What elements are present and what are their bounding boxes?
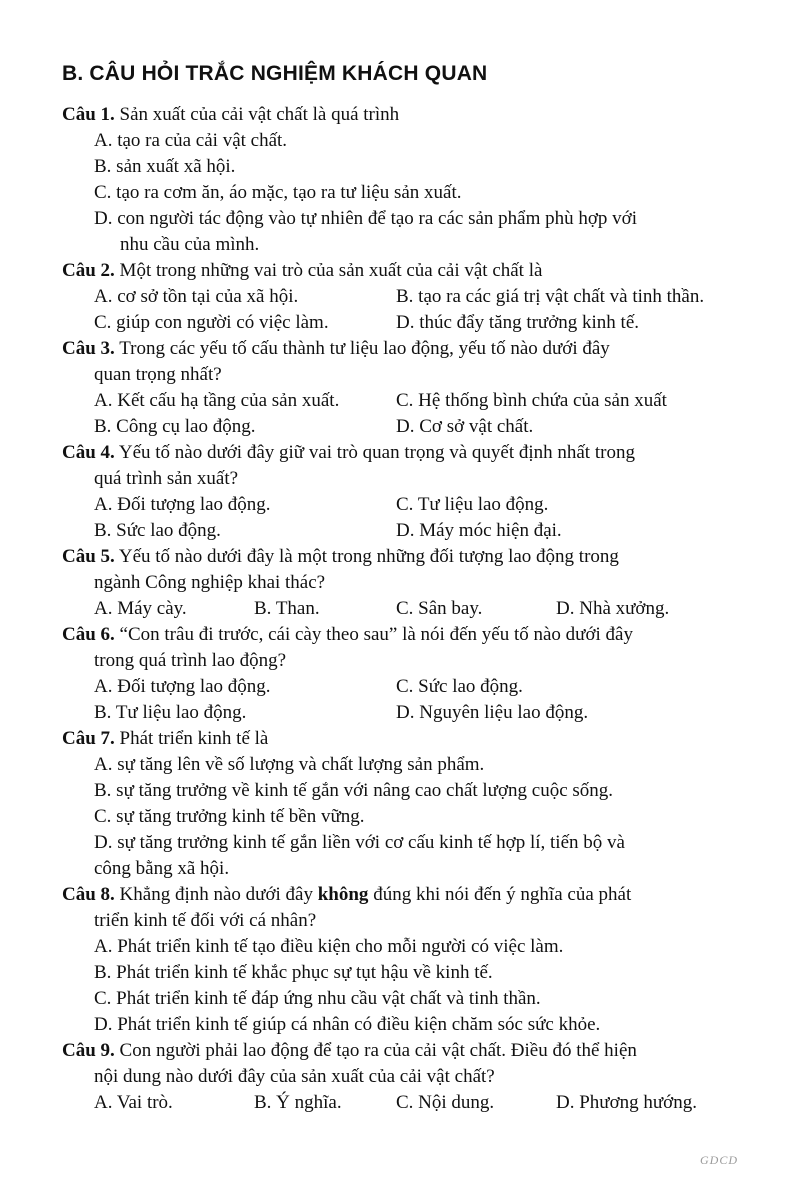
option-a: A. Máy cày. (94, 598, 187, 619)
question-8 (62, 882, 742, 1038)
option-d: D. con người tác động vào tự nhiên để tạo ra các sản phẩm phù hợp với (94, 208, 638, 229)
option-d: D. Nguyên liệu lao động. (396, 702, 589, 723)
option-b: B. Ý nghĩa. (254, 1092, 342, 1113)
option-d-continued: nhu cầu của mình. (120, 234, 260, 255)
option-b: B. sản xuất xã hội. (94, 156, 236, 177)
option-c: C. Phát triển kinh tế đáp ứng nhu cầu vật chất và tinh thần. (94, 988, 541, 1009)
question-text: Sản xuất của cải vật chất là quá trình (119, 104, 400, 125)
option-b: B. Phát triển kinh tế khắc phục sự tụt hậu về kinh tế. (94, 962, 493, 983)
option-d: D. Nhà xưởng. (556, 598, 670, 619)
option-c: C. Hệ thống bình chứa của sản xuất (396, 390, 667, 411)
option-d: D. Phương hướng. (556, 1092, 697, 1113)
question-text-continued: nội dung nào dưới đây của sản xuất của cải vật chất? (94, 1066, 495, 1087)
question-text-continued: ngành Công nghiệp khai thác? (94, 572, 326, 593)
question-number: Câu 4. (62, 442, 115, 463)
question-number: Câu 9. (62, 1040, 115, 1061)
question-text-continued: quan trọng nhất? (94, 364, 222, 385)
question-text: Con người phải lao động để tạo ra của cải vật chất. Điều đó thể hiện (119, 1040, 637, 1061)
question-number: Câu 6. (62, 624, 115, 645)
question-9 (62, 1038, 742, 1116)
option-c: C. giúp con người có việc làm. (94, 312, 329, 333)
option-b: B. Than. (254, 598, 320, 619)
option-a: A. Vai trò. (94, 1092, 173, 1113)
option-a: A. Đối tượng lao động. (94, 494, 271, 515)
question-text-continued: triển kinh tế đối với cá nhân? (94, 910, 317, 931)
question-6 (62, 622, 742, 726)
option-d-continued: công bằng xã hội. (94, 858, 230, 879)
question-number: Câu 5. (62, 546, 115, 567)
option-d: D. Phát triển kinh tế giúp cá nhân có điều kiện chăm sóc sức khỏe. (94, 1014, 601, 1035)
document-page (62, 62, 742, 1116)
option-a: A. cơ sở tồn tại của xã hội. (94, 286, 299, 307)
question-3 (62, 336, 742, 440)
emphasis-not: không (317, 884, 369, 905)
question-number: Câu 1. (62, 104, 115, 125)
option-d: D. Máy móc hiện đại. (396, 520, 562, 541)
option-c: C. Tư liệu lao động. (396, 494, 549, 515)
question-text-continued: trong quá trình lao động? (94, 650, 287, 671)
option-d: D. Cơ sở vật chất. (396, 416, 534, 437)
option-b: B. Sức lao động. (94, 520, 221, 541)
option-a: A. tạo ra của cải vật chất. (94, 130, 288, 151)
option-c: C. Sân bay. (396, 598, 483, 619)
question-2 (62, 258, 742, 336)
option-c: C. sự tăng trưởng kinh tế bền vững. (94, 806, 365, 827)
question-5 (62, 544, 742, 622)
question-text: Yếu tố nào dưới đây giữ vai trò quan trọng và quyết định nhất trong (118, 442, 635, 463)
option-c: C. Nội dung. (396, 1092, 495, 1113)
option-a: A. sự tăng lên về số lượng và chất lượng sản phẩm. (94, 754, 485, 775)
question-text: “Con trâu đi trước, cái cày theo sau” là nói đến yếu tố nào dưới đây (119, 624, 633, 645)
question-text: Phát triển kinh tế là (119, 728, 269, 749)
option-b: B. tạo ra các giá trị vật chất và tinh thần. (396, 286, 705, 307)
option-b: B. Tư liệu lao động. (94, 702, 247, 723)
option-b: B. sự tăng trưởng về kinh tế gắn với nâng cao chất lượng cuộc sống. (94, 780, 614, 801)
option-b: B. Công cụ lao động. (94, 416, 256, 437)
section-title: B. CÂU HỎI TRẮC NGHIỆM KHÁCH QUAN (62, 62, 488, 85)
question-number: Câu 2. (62, 260, 115, 281)
option-a: A. Phát triển kinh tế tạo điều kiện cho mỗi người có việc làm. (94, 936, 564, 957)
question-1 (62, 102, 742, 258)
question-number: Câu 3. (62, 338, 115, 359)
question-text: Một trong những vai trò của sản xuất của cải vật chất là (119, 260, 543, 281)
question-text: Yếu tố nào dưới đây là một trong những đối tượng lao động trong (118, 546, 619, 567)
question-text: Khẳng định nào dưới đây (119, 884, 318, 905)
question-text: Trong các yếu tố cấu thành tư liệu lao động, yếu tố nào dưới đây (119, 338, 610, 359)
option-c: C. Sức lao động. (396, 676, 523, 697)
option-a: A. Đối tượng lao động. (94, 676, 271, 697)
question-number: Câu 8. (62, 884, 115, 905)
question-4 (62, 440, 742, 544)
option-a: A. Kết cấu hạ tầng của sản xuất. (94, 390, 340, 411)
question-text-continued: quá trình sản xuất? (94, 468, 239, 489)
option-d: D. sự tăng trưởng kinh tế gắn liền với cơ cấu kinh tế hợp lí, tiến bộ và (94, 832, 625, 853)
option-c: C. tạo ra cơm ăn, áo mặc, tạo ra tư liệu sản xuất. (94, 182, 462, 203)
question-text-tail: đúng khi nói đến ý nghĩa của phát (368, 884, 632, 905)
question-7 (62, 726, 742, 882)
page-footer: GDCD (699, 1153, 738, 1167)
question-number: Câu 7. (62, 728, 115, 749)
option-d: D. thúc đẩy tăng trưởng kinh tế. (396, 312, 640, 333)
